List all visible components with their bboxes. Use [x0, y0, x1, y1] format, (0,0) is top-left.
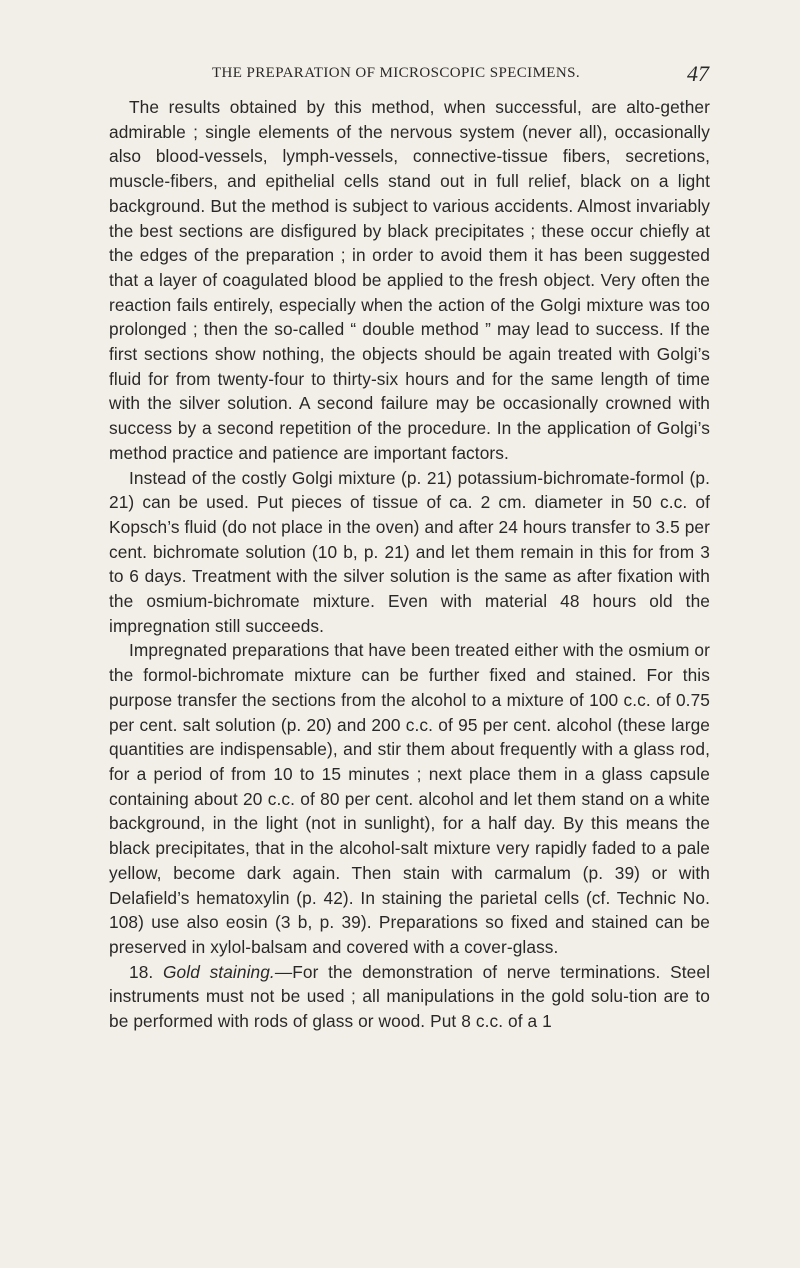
- section-text: —For the demonstration of nerve terminations. Steel instruments must not be used ; all manipulations in the gold solu-tion are to be performed with rods of glass or wood. Put 8 c.c. of a 1: [109, 961, 711, 1032]
- paragraph-formol-alternative: Instead of the costly Golgi mixture (p. 21) potassium-bichromate-formol (p. 21) can be used. Put pieces of tissue of ca. 2 cm. diameter in 50 c.c. of Kopsch’s fluid (do not place in the oven) and after 24 hours transfer to 3.5 per cent. bichromate solution (10 b, p. 21) and let them remain in this for from 3 to 6 days. Treatment with the silver solution is the same as after fixation with the osmium-bichromate mixture. Even with material 48 hours old the impregnation still succeeds.: [109, 467, 710, 636]
- paragraph-gold-staining: [109, 960, 710, 1034]
- paragraph-golgi-results: The results obtained by this method, when successful, are alto-gether admirable ; single elements of the nervous system (never all), occasionally also blood-vessels, lymph-vessels, connective-tissue fibers, secretions, muscle-fibers, and epithelial cells stand out in full relief, black on a light background. But the method is subject to various accidents. Almost invariably the best sections are disfigured by black precipitates ; these occur chiefly at the edges of the preparation ; in order to avoid them it has been suggested that a layer of coagulated blood be applied to the fresh object. Very often the reaction fails entirely, especially when the action of the Golgi mixture was too prolonged ; then the so-called “ double method ” may lead to success. If the first sections show nothing, the objects should be again treated with Golgi’s fluid for from twenty-four to thirty-six hours and for the same length of time with the silver solution. A second failure may be occasionally crowned with success by a second repetition of the procedure. In the application of Golgi’s method practice and patience are important factors.: [109, 97, 710, 463]
- running-head: [109, 61, 709, 91]
- body-text: [109, 95, 710, 1034]
- page-number: 47: [687, 61, 709, 86]
- section-title: Gold staining.: [163, 961, 275, 982]
- paragraph-fixing-staining: Impregnated preparations that have been treated either with the osmium or the formol-bichromate mixture can be further fixed and stained. For this purpose transfer the sections from the alcohol to a mixture of 100 c.c. of 0.75 per cent. salt solution (p. 20) and 200 c.c. of 95 per cent. alcohol (these large quantities are indispensable), and stir them about frequently with a glass rod, for a period of from 10 to 15 minutes ; next place them in a glass capsule containing about 20 c.c. of 80 per cent. alcohol and let them stand on a white background, in the light (not in sunlight), for a half day. By this means the black precipitates, that in the alcohol-salt mixture very rapidly faded to a pale yellow, become dark again. Then stain with carmalum (p. 39) or with Delafield’s hematoxylin (p. 42). In staining the parietal cells (cf. Technic No. 108) use also eosin (3 b, p. 39). Preparations so fixed and stained can be preserved in xylol-balsam and covered with a cover-glass.: [109, 640, 710, 957]
- running-title: THE PREPARATION OF MICROSCOPIC SPECIMENS.: [211, 65, 580, 81]
- section-number: 18.: [129, 961, 154, 982]
